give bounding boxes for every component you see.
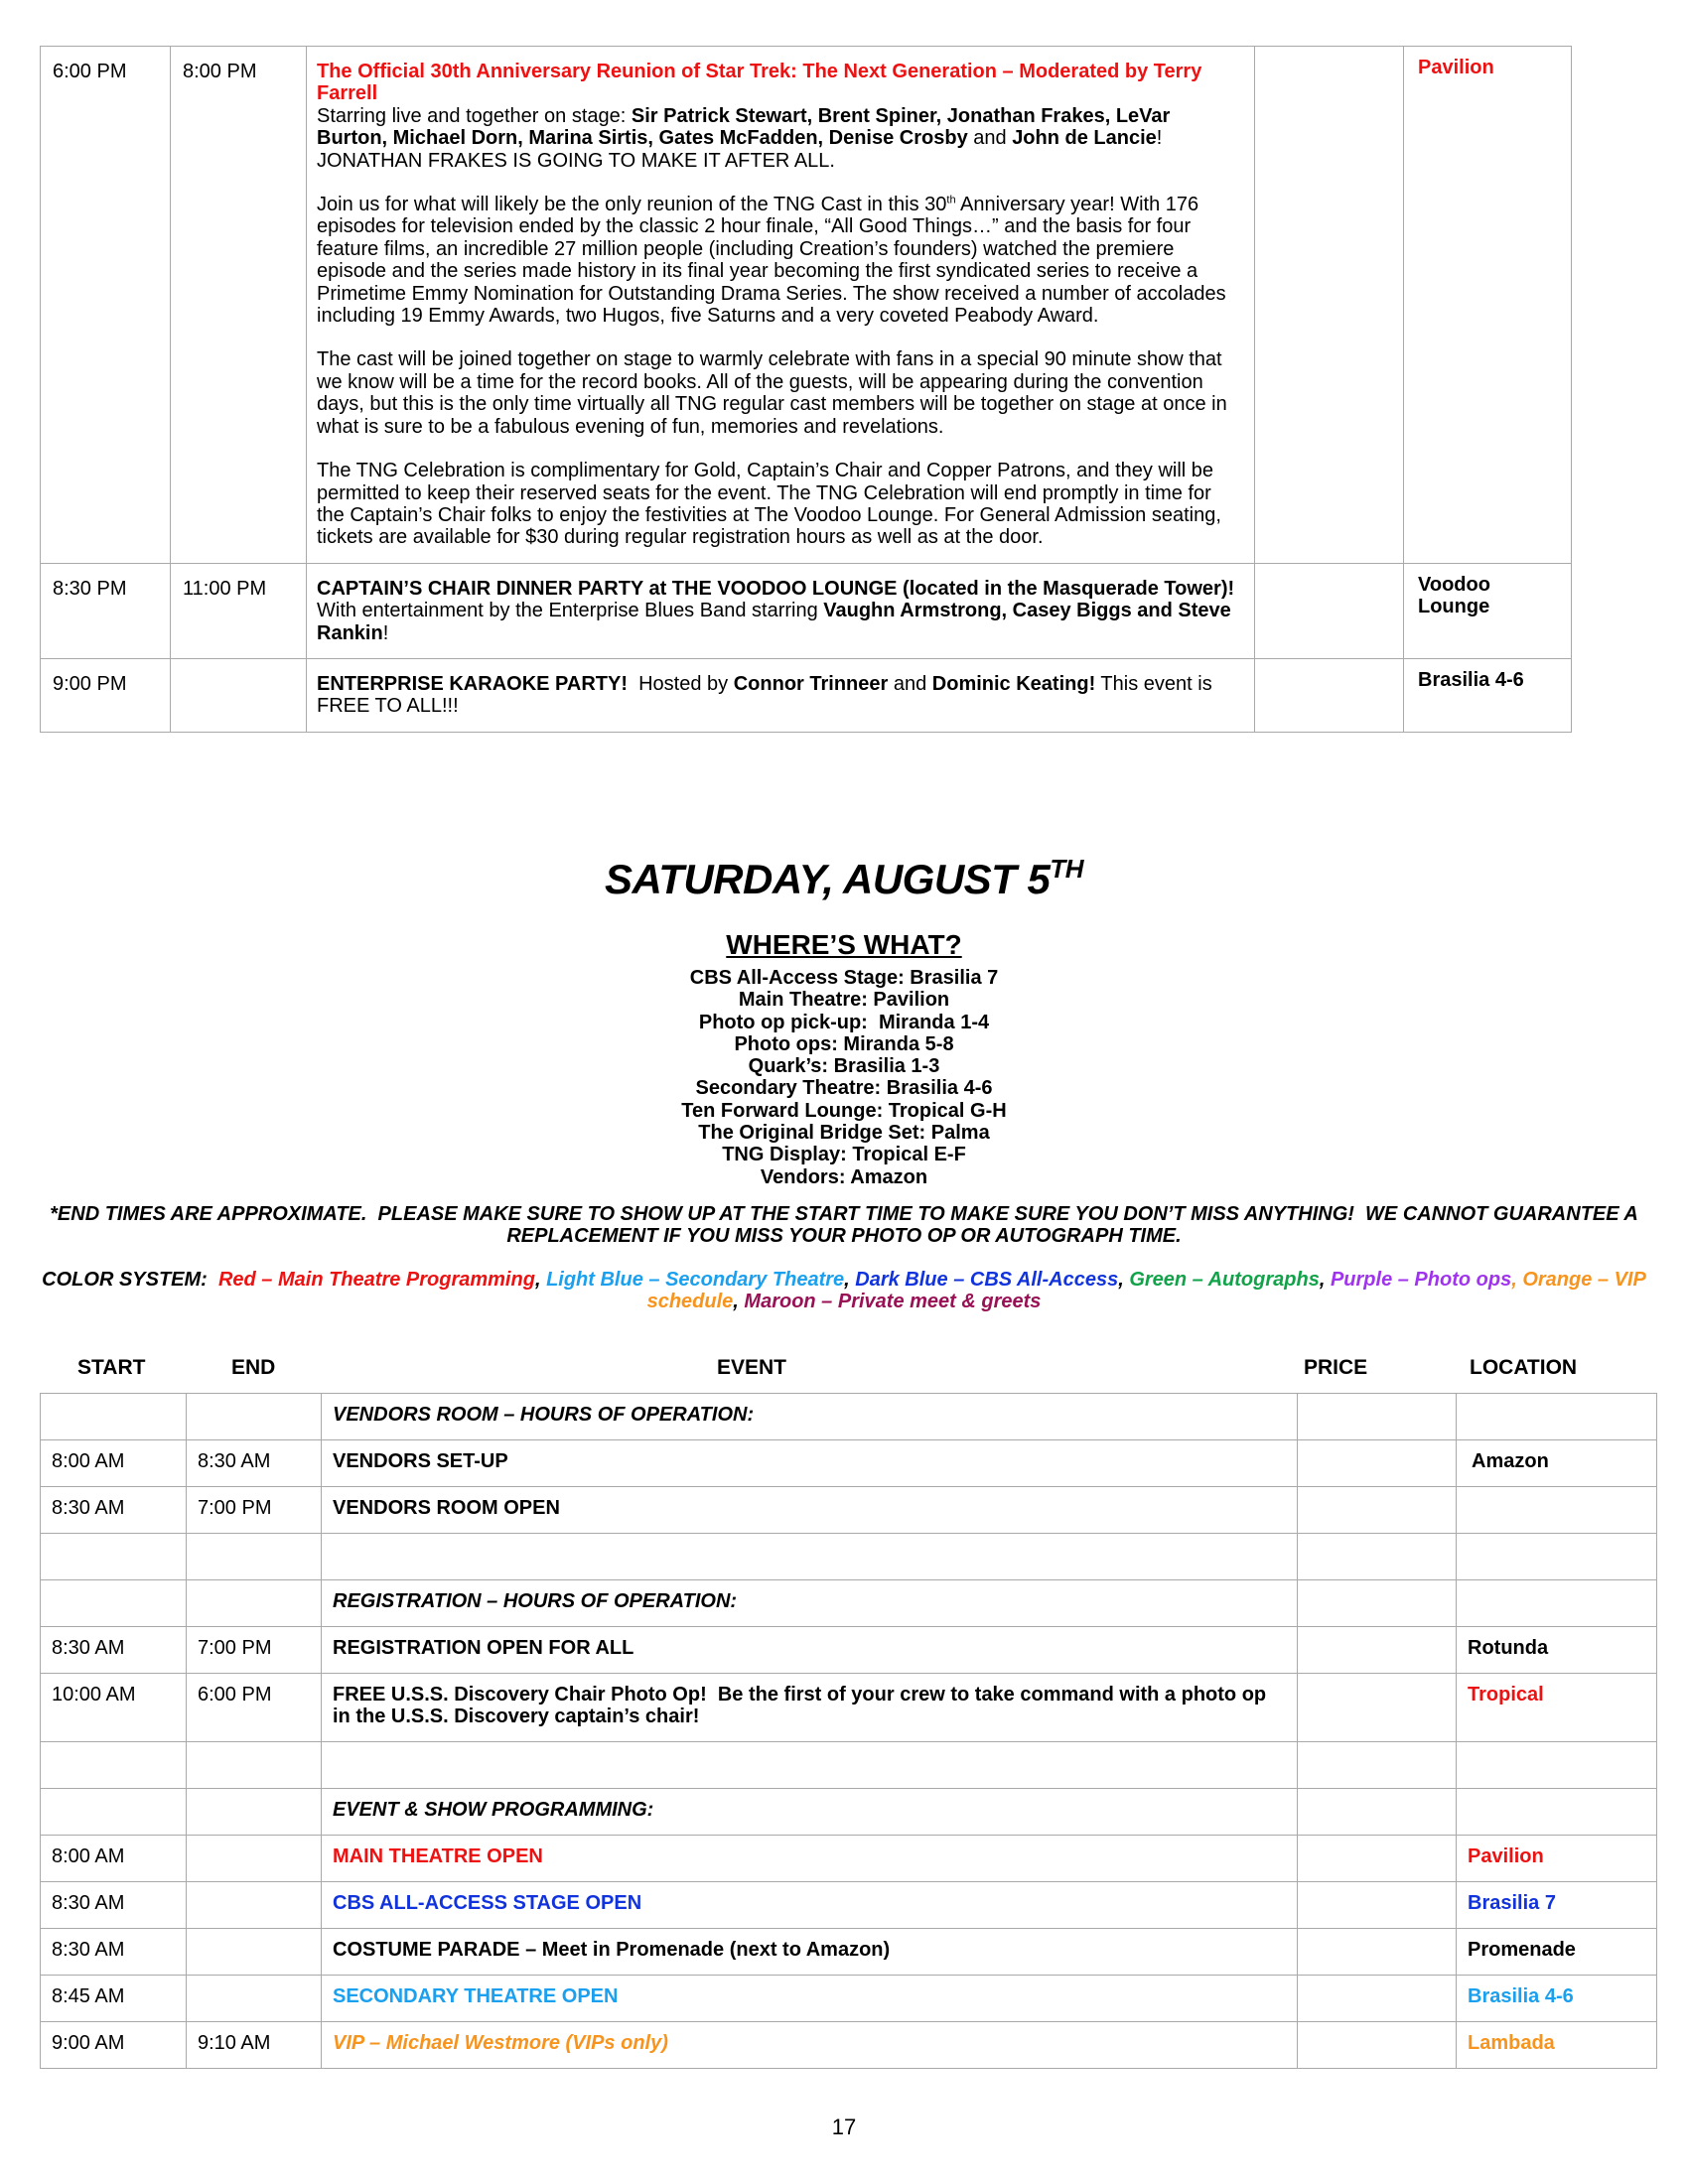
event-cell: VENDORS ROOM OPEN (322, 1487, 1298, 1534)
venue-line: Main Theatre: Pavilion (738, 989, 950, 1012)
location-cell: Brasilia 7 (1457, 1882, 1657, 1929)
table-row (41, 1487, 1657, 1534)
end-time: 7:00 PM (187, 1487, 322, 1534)
table-row (41, 1882, 1657, 1929)
day-heading-text: SATURDAY, AUGUST 5 (604, 856, 1051, 902)
price-cell (1298, 1789, 1457, 1836)
color-system-legend (40, 1269, 1648, 1313)
start-time: 8:30 AM (41, 1929, 187, 1976)
page-number: 17 (831, 2115, 857, 2139)
location-cell (1457, 1789, 1657, 1836)
table-row (41, 1394, 1657, 1440)
table-row (41, 1929, 1657, 1976)
cast-name-extra: John de Lancie (1012, 127, 1157, 150)
end-time (187, 1580, 322, 1627)
ordinal-suffix: th (946, 194, 956, 206)
start-time: 8:30 PM (41, 563, 171, 658)
location-cell: Brasilia 4-6 (1404, 658, 1572, 732)
location-cell: Brasilia 4-6 (1457, 1976, 1657, 2022)
end-time (187, 1534, 322, 1580)
column-header-location: LOCATION (1470, 1356, 1578, 1379)
start-time: 9:00 AM (41, 2022, 187, 2069)
price-cell (1255, 563, 1404, 658)
event-cell (307, 658, 1255, 732)
table-row (41, 2022, 1657, 2069)
table-row (41, 1789, 1657, 1836)
column-header-event: EVENT (717, 1356, 787, 1379)
legend-sep: , (844, 1269, 856, 1291)
location-cell: Pavilion (1404, 47, 1572, 564)
start-time (41, 1580, 187, 1627)
price-cell (1298, 1627, 1457, 1674)
venue-line: The Original Bridge Set: Palma (698, 1122, 990, 1145)
price-cell (1298, 1742, 1457, 1789)
location-cell: Rotunda (1457, 1627, 1657, 1674)
end-time: 11:00 PM (171, 563, 307, 658)
section-heading: EVENT & SHOW PROGRAMMING: (322, 1789, 1298, 1836)
section-heading: VENDORS ROOM – HOURS OF OPERATION: (322, 1394, 1298, 1440)
venue-line: Quark’s: Brasilia 1-3 (748, 1055, 940, 1078)
event-names: Connor Trinneer (733, 672, 889, 695)
end-time: 7:00 PM (187, 1627, 322, 1674)
end-time (187, 1836, 322, 1882)
end-time: 6:00 PM (187, 1674, 322, 1742)
legend-purple: Purple – Photo ops (1330, 1269, 1512, 1291)
start-time (41, 1789, 187, 1836)
day-heading (0, 856, 1688, 903)
event-cell (322, 1534, 1298, 1580)
venue-line: Photo op pick-up: Miranda 1-4 (698, 1011, 990, 1033)
color-system-label: COLOR SYSTEM: (42, 1269, 218, 1291)
column-header-end: END (231, 1356, 276, 1379)
event-title: ENTERPRISE KARAOKE PARTY! (317, 672, 628, 695)
venue-line: Secondary Theatre: Brasilia 4-6 (695, 1077, 993, 1100)
day-heading-suffix: TH (1050, 854, 1084, 884)
venue-line: CBS All-Access Stage: Brasilia 7 (689, 967, 999, 989)
cast-names: Sir Patrick Stewart, Brent Spiner, Jonathan Frakes, LeVar Burton, Michael Dorn, Marina Sirtis, Gates McFadden, Denise Crosby (317, 104, 1171, 150)
location-cell (1457, 1580, 1657, 1627)
price-cell (1298, 1674, 1457, 1742)
venue-line: Photo ops: Miranda 5-8 (734, 1032, 954, 1055)
location-cell (1457, 1742, 1657, 1789)
event-text: With entertainment by the Enterprise Blues Band starring (317, 577, 1246, 622)
start-time (41, 1534, 187, 1580)
price-cell (1298, 2022, 1457, 2069)
end-time: 9:10 AM (187, 2022, 322, 2069)
price-cell (1298, 1487, 1457, 1534)
cast-and: and (967, 127, 1013, 150)
event-cell: MAIN THEATRE OPEN (322, 1836, 1298, 1882)
end-times-note: *END TIMES ARE APPROXIMATE. PLEASE MAKE SURE TO SHOW UP AT THE START TIME TO MAKE SURE YOU DON’T MISS ANYTHING! WE CANNOT GUARANTEE A REPLACEMENT IF YOU MISS YOUR PHOTO OP OR AUTOGRAPH TIME. (50, 1203, 1644, 1248)
start-time (41, 1742, 187, 1789)
legend-light-blue: Light Blue – Secondary Theatre (546, 1269, 845, 1291)
event-names: Vaughn Armstrong, Casey Biggs and Steve Rankin (317, 600, 1231, 644)
event-description-paragraph: The TNG Celebration is complimentary for Gold, Captain’s Chair and Copper Patrons, and they will be permitted to keep their reserved seats for the event. The TNG Celebration will end promptly in time for the Captain’s Chair folks to enjoy the festivities at The Voodoo Lounge. For General Admission seating, tickets are available for $30 during regular registration hours as well as at the door. (317, 460, 1221, 549)
price-cell (1298, 1394, 1457, 1440)
price-cell (1298, 1836, 1457, 1882)
end-time (187, 1882, 322, 1929)
location-cell: Voodoo Lounge (1404, 563, 1572, 658)
venue-line: Vendors: Amazon (760, 1165, 928, 1188)
end-time (171, 658, 307, 732)
start-time: 8:30 AM (41, 1627, 187, 1674)
start-time: 8:45 AM (41, 1976, 187, 2022)
legend-dark-blue: Dark Blue – CBS All-Access (855, 1269, 1119, 1291)
event-text: and (888, 672, 932, 695)
price-cell (1298, 1976, 1457, 2022)
price-cell (1298, 1929, 1457, 1976)
cast-intro: Starring live and together on stage: (317, 104, 632, 127)
legend-sep: , (733, 1291, 745, 1313)
legend-red: Red – Main Theatre Programming (217, 1269, 535, 1291)
end-time (187, 1394, 322, 1440)
event-cell: REGISTRATION OPEN FOR ALL (322, 1627, 1298, 1674)
event-cell: COSTUME PARADE – Meet in Promenade (next to Amazon) (322, 1929, 1298, 1976)
start-time: 8:00 AM (41, 1836, 187, 1882)
legend-sep: , (1319, 1269, 1331, 1291)
end-time (187, 1976, 322, 2022)
location-cell (1457, 1394, 1657, 1440)
wheres-what-title: WHERE’S WHAT? (726, 929, 962, 960)
location-cell: Pavilion (1457, 1836, 1657, 1882)
price-cell (1298, 1440, 1457, 1487)
legend-maroon: Maroon – Private meet & greets (744, 1291, 1042, 1313)
event-cell (307, 563, 1255, 658)
event-title: The Official 30th Anniversary Reunion of Star Trek: The Next Generation – Moderated by Terry Farrell (317, 61, 1202, 105)
end-time: 8:00 PM (171, 47, 307, 564)
event-cell: FREE U.S.S. Discovery Chair Photo Op! Be the first of your crew to take command with a photo op in the U.S.S. Discovery captain’s chair! (322, 1674, 1298, 1742)
price-cell (1298, 1534, 1457, 1580)
table-row (41, 1627, 1657, 1674)
price-cell (1298, 1882, 1457, 1929)
description-text: Anniversary year! With 176 episodes for television ended by the classic 2 hour finale, “All Good Things…” and the basis for four feature films, an incredible 27 million people (including Creation’s founders) watched the premiere episode and the series made history in its final year becoming the first syndicated series to receive a Primetime Emmy Nomination for Outstanding Drama Series. The show received a number of accolades including 19 Emmy Awards, two Hugos, five Saturns and a very coveted Peabody Award. (317, 194, 1226, 328)
table-row (41, 1674, 1657, 1742)
price-cell (1255, 658, 1404, 732)
end-time (187, 1929, 322, 1976)
legend-sep: , (1511, 1269, 1523, 1291)
location-cell: Tropical (1457, 1674, 1657, 1742)
event-cell: VIP – Michael Westmore (VIPs only) (322, 2022, 1298, 2069)
table-row (41, 1976, 1657, 2022)
price-cell (1298, 1580, 1457, 1627)
section-heading: REGISTRATION – HOURS OF OPERATION: (322, 1580, 1298, 1627)
table-row (41, 1836, 1657, 1882)
event-cell: SECONDARY THEATRE OPEN (322, 1976, 1298, 2022)
event-text: This event is FREE TO ALL!!! (317, 672, 1212, 718)
table-row (41, 1580, 1657, 1627)
legend-orange: Orange – VIP schedule (646, 1269, 1646, 1313)
schedule-header-row (40, 1352, 1656, 1382)
table-row (41, 563, 1572, 658)
table-row (41, 1742, 1657, 1789)
event-cast-paragraph (317, 105, 1244, 172)
table-row (41, 47, 1572, 564)
event-cell (322, 1742, 1298, 1789)
price-cell (1255, 47, 1404, 564)
event-text: Hosted by (628, 672, 734, 695)
event-title: CAPTAIN’S CHAIR DINNER PARTY at THE VOODOO LOUNGE (located in the Masquerade Tower)! (317, 577, 1235, 600)
saturday-schedule-table (40, 1393, 1657, 2069)
cast-note: ! JONATHAN FRAKES IS GOING TO MAKE IT AFTER ALL. (317, 127, 1163, 172)
location-cell (1457, 1487, 1657, 1534)
description-text: Join us for what will likely be the only reunion of the TNG Cast in this 30 (317, 194, 947, 216)
event-description-paragraph (317, 194, 1244, 327)
location-cell (1457, 1534, 1657, 1580)
start-time: 8:30 AM (41, 1882, 187, 1929)
legend-sep: , (1118, 1269, 1130, 1291)
location-cell: Lambada (1457, 2022, 1657, 2069)
table-row (41, 1534, 1657, 1580)
event-names: Dominic Keating! (931, 672, 1096, 695)
start-time (41, 1394, 187, 1440)
table-row (41, 1440, 1657, 1487)
location-cell: Amazon (1457, 1440, 1657, 1487)
start-time: 8:00 AM (41, 1440, 187, 1487)
end-time: 8:30 AM (187, 1440, 322, 1487)
event-cell (307, 47, 1255, 564)
venue-line: TNG Display: Tropical E-F (722, 1144, 966, 1166)
event-cell: VENDORS SET-UP (322, 1440, 1298, 1487)
start-time: 9:00 PM (41, 658, 171, 732)
start-time: 10:00 AM (41, 1674, 187, 1742)
end-time (187, 1789, 322, 1836)
location-cell: Promenade (1457, 1929, 1657, 1976)
column-header-price: PRICE (1304, 1356, 1368, 1379)
event-description-paragraph: The cast will be joined together on stage to warmly celebrate with fans in a special 90 minute show that we know will be a time for the record books. All of the guests, will be appearing during the convention days, but this is the only time virtually all TNG regular cast members will be together on stage at once in what is sure to be a fabulous evening of fun, memories and revelations. (317, 348, 1227, 438)
start-time: 8:30 AM (41, 1487, 187, 1534)
wheres-what-section (0, 929, 1688, 1188)
table-row (41, 658, 1572, 732)
start-time: 6:00 PM (41, 47, 171, 564)
venue-line: Ten Forward Lounge: Tropical G-H (681, 1099, 1007, 1122)
legend-sep: , (534, 1269, 547, 1291)
friday-schedule-table (40, 46, 1572, 733)
event-text: ! (382, 621, 389, 644)
end-time (187, 1742, 322, 1789)
column-header-start: START (77, 1356, 146, 1379)
legend-green: Green – Autographs (1129, 1269, 1320, 1291)
event-cell: CBS ALL-ACCESS STAGE OPEN (322, 1882, 1298, 1929)
